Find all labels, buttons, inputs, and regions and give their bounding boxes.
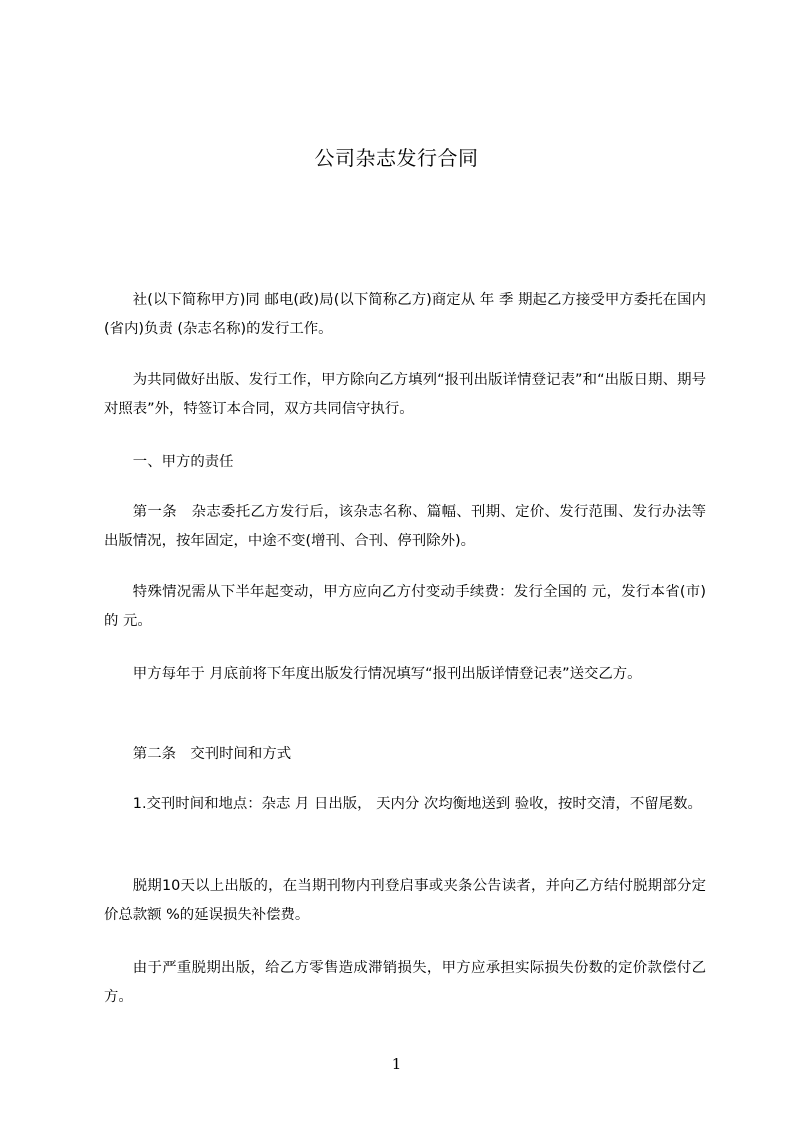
page-number: 1: [391, 1055, 402, 1073]
paragraph-severe-delay: 由于严重脱期出版，给乙方零售造成滞销损失，甲方应承担实际损失份数的定价款偿付乙方。: [104, 960, 706, 1005]
paragraph-delay-compensation: 脱期10天以上出版的，在当期刊物内刊登启事或夹条公告读者，并向乙方结付脱期部分定价总款额 %的延误损失补偿费。: [104, 878, 706, 923]
paragraph-preamble: 社(以下简称甲方)同 邮电(政)局(以下简称乙方)商定从 年 季 期起乙方接受甲方委托在国内(省内)负责 (杂志名称)的发行工作。: [104, 292, 706, 337]
paragraph-purpose: 为共同做好出版、发行工作，甲方除向乙方填列“报刊出版详情登记表”和“出版日期、期号对照表”外，特签订本合同，双方共同信守执行。: [104, 372, 706, 417]
paragraph-article-1: 第一条 杂志委托乙方发行后，该杂志名称、篇幅、刊期、定价、发行范围、发行办法等出版情况，按年固定，中途不变(增刊、合刊、停刊除外)。: [104, 504, 706, 549]
section-heading-party-a-duties: 一、甲方的责任: [132, 454, 234, 470]
article-heading-delivery: 第二条 交刊时间和方式: [132, 746, 292, 762]
paragraph-delivery-time: 1.交刊时间和地点：杂志 月 日出版， 天内分 次均衡地送到 验收，按时交清，不留尾数。: [132, 796, 702, 812]
paragraph-change-fee: 特殊情况需从下半年起变动，甲方应向乙方付变动手续费：发行全国的 元，发行本省(市)的 元。: [104, 584, 706, 629]
document-title: 公司杂志发行合同: [314, 146, 479, 170]
paragraph-annual-report: 甲方每年于 月底前将下年度出版发行情况填写“报刊出版详情登记表”送交乙方。: [132, 666, 642, 682]
